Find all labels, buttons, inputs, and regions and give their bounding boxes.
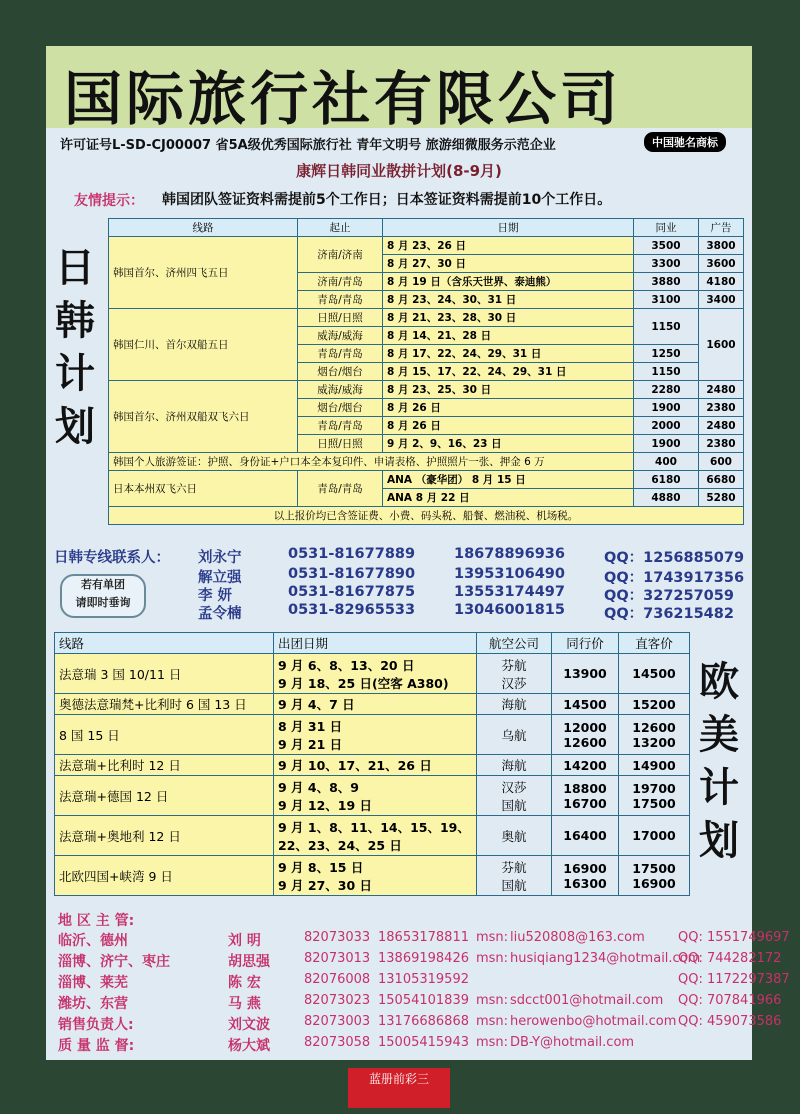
airline-cell	[477, 856, 552, 896]
route-cell	[55, 816, 274, 856]
ad-price-cell: 3600	[699, 255, 744, 273]
region-area: 质 量 监 督:	[58, 1038, 135, 1054]
contact-name: 刘永宁	[198, 550, 242, 566]
ad-price-cell: 600	[699, 453, 744, 471]
peer-price-cell-line: 14200	[563, 757, 607, 773]
side-char: 计	[55, 351, 95, 397]
price-cell: 3880	[634, 273, 699, 291]
peer-price-cell-line: 13900	[563, 666, 607, 681]
column-header: 出团日期	[274, 633, 477, 654]
date-cell: 8 月 23、25、30 日	[383, 381, 634, 399]
date-cell-line: 9 月 4、8、9	[278, 779, 359, 795]
route-cell: 日本本州双飞六日	[109, 471, 298, 507]
region-name: 刘 明	[228, 933, 261, 949]
retail-price-cell-line: 16900	[632, 875, 676, 891]
column-header: 广告	[699, 219, 744, 237]
route-cell-line: 法意瑞+奥地利 12 日	[59, 828, 181, 844]
region-msn-label: msn:	[476, 993, 509, 1008]
column-header: 线路	[109, 219, 298, 237]
retail-price-cell-line: 12600	[632, 719, 676, 735]
table-row	[55, 694, 690, 715]
city-cell: 青岛/青岛	[298, 417, 383, 435]
airline-cell-line: 芬航	[501, 859, 527, 875]
europe-side-label	[696, 656, 742, 868]
region-qq: QQ: 459073586	[678, 1014, 782, 1029]
date-cell: 8 月 21、23、28、30 日	[383, 309, 634, 327]
peer-price-cell-line: 12000	[563, 719, 607, 735]
airline-cell-line: 乌航	[501, 727, 527, 743]
ad-price-cell: 5280	[699, 489, 744, 507]
peer-price-cell-line: 12600	[563, 734, 607, 750]
price-cell: 1150	[634, 363, 699, 381]
route-cell	[55, 776, 274, 816]
route-cell-line: 法意瑞 3 国 10/11 日	[59, 666, 182, 682]
korea-side-label	[52, 242, 98, 454]
retail-price-cell	[619, 856, 690, 896]
table-header-row	[109, 219, 744, 237]
contact-tel: 0531-81677875	[288, 584, 416, 600]
note-line: 若有单团	[81, 578, 125, 591]
date-cell: 9 月 2、9、16、23 日	[383, 435, 634, 453]
table-row	[109, 237, 744, 255]
retail-price-cell-line: 17000	[632, 828, 676, 843]
peer-price-cell-line: 16700	[563, 795, 607, 811]
price-cell: 2000	[634, 417, 699, 435]
route-cell	[55, 694, 274, 715]
route-cell	[55, 755, 274, 776]
ad-price-cell: 2480	[699, 381, 744, 399]
route-cell	[55, 654, 274, 694]
price-cell: 3100	[634, 291, 699, 309]
retail-price-cell-line: 14500	[632, 666, 676, 681]
price-cell: 3500	[634, 237, 699, 255]
region-tel: 82073003	[304, 1014, 371, 1029]
visa-note-cell: 韩国个人旅游签证：护照、身份证+户口本全本复印件、申请表格、护照照片一张、押金 6 万	[109, 453, 634, 471]
price-cell: 1250	[634, 345, 699, 363]
date-cell	[274, 755, 477, 776]
peer-price-cell-line: 14500	[563, 696, 607, 712]
side-char: 日	[55, 245, 95, 291]
side-char: 美	[699, 712, 739, 758]
region-label: 地 区 主 管:	[58, 913, 135, 929]
region-area: 淄博、济宁、枣庄	[58, 954, 170, 970]
table-row	[55, 654, 690, 694]
route-cell: 韩国首尔、济州双船双飞六日	[109, 381, 298, 453]
table-row	[55, 715, 690, 755]
page-footer-tab: 蓝册前彩三	[348, 1068, 450, 1108]
peer-price-cell	[552, 776, 619, 816]
region-mobile: 13105319592	[378, 972, 469, 987]
city-cell: 青岛/青岛	[298, 471, 383, 507]
date-cell	[274, 654, 477, 694]
peer-price-cell	[552, 816, 619, 856]
region-tel: 82073033	[304, 930, 371, 945]
region-msn: husiqiang1234@hotmail.com	[510, 951, 701, 966]
date-cell: 8 月 27、30 日	[383, 255, 634, 273]
city-cell: 青岛/青岛	[298, 345, 383, 363]
region-name: 杨大斌	[228, 1038, 270, 1054]
side-char: 韩	[55, 298, 95, 344]
price-cell: 1900	[634, 435, 699, 453]
europe-price-table	[54, 632, 690, 896]
date-cell-line: 9 月 6、8、13、20 日	[278, 657, 415, 673]
airline-cell	[477, 776, 552, 816]
region-tel: 82076008	[304, 972, 371, 987]
table-row	[109, 309, 744, 327]
peer-price-cell-line: 16900	[563, 860, 607, 876]
brochure-page	[46, 46, 790, 1060]
date-cell	[274, 856, 477, 896]
company-title: 国际旅行社有限公司	[64, 65, 623, 133]
date-cell: ANA （豪华团） 8 月 15 日	[383, 471, 634, 489]
price-cell: 3300	[634, 255, 699, 273]
region-tel: 82073023	[304, 993, 371, 1008]
airline-cell	[477, 755, 552, 776]
contact-name: 解立强	[198, 570, 242, 586]
date-cell-line: 9 月 4、7 日	[278, 697, 355, 712]
airline-cell-line: 国航	[501, 877, 527, 893]
retail-price-cell	[619, 694, 690, 715]
date-cell-line: 9 月 10、17、21、26 日	[278, 758, 432, 773]
date-cell: 8 月 15、17、22、24、29、31 日	[383, 363, 634, 381]
region-area: 淄博、莱芜	[58, 975, 128, 991]
route-cell	[55, 715, 274, 755]
city-cell: 威海/威海	[298, 381, 383, 399]
date-cell-line: 22、23、24、25 日	[278, 837, 402, 853]
city-cell: 日照/日照	[298, 309, 383, 327]
city-cell: 烟台/烟台	[298, 363, 383, 381]
retail-price-cell-line: 17500	[632, 860, 676, 876]
tip-text: 韩国团队签证资料需提前5个工作日；日本签证资料需提前10个工作日。	[162, 192, 612, 208]
region-tel: 82073058	[304, 1035, 371, 1050]
route-cell-line: 北欧四国+峡湾 9 日	[59, 868, 173, 884]
price-footnote: 以上报价均已含签证费、小费、码头税、船餐、燃油税、机场税。	[109, 507, 744, 525]
retail-price-cell-line: 14900	[632, 757, 676, 773]
airline-cell	[477, 715, 552, 755]
date-cell: 8 月 23、24、30、31 日	[383, 291, 634, 309]
airline-cell	[477, 816, 552, 856]
city-cell: 济南/济南	[298, 237, 383, 273]
peer-price-cell	[552, 715, 619, 755]
date-cell-line: 9 月 12、19 日	[278, 797, 373, 813]
region-name: 陈 宏	[228, 975, 261, 991]
region-mobile: 13176686868	[378, 1014, 469, 1029]
table-row	[55, 856, 690, 896]
column-header: 日期	[383, 219, 634, 237]
korea-price-table	[108, 218, 744, 525]
contact-mobile: 13953106490	[454, 566, 565, 582]
column-header: 同行价	[552, 633, 619, 654]
region-mobile: 13869198426	[378, 951, 469, 966]
retail-price-cell	[619, 755, 690, 776]
airline-cell	[477, 694, 552, 715]
contacts-label: 日韩专线联系人：	[54, 550, 170, 566]
ad-price-cell: 3800	[699, 237, 744, 255]
airline-cell-line: 奥航	[501, 828, 527, 844]
peer-price-cell	[552, 654, 619, 694]
city-cell: 青岛/青岛	[298, 291, 383, 309]
contact-qq: QQ：1256885079	[604, 550, 745, 566]
side-char: 划	[699, 818, 739, 864]
route-cell-line: 8 国 15 日	[59, 727, 120, 743]
trademark-badge: 中国驰名商标	[644, 132, 726, 152]
date-cell	[274, 816, 477, 856]
region-qq: QQ: 1551749697	[678, 930, 790, 945]
route-cell-line: 奥德法意瑞梵+比利时 6 国 13 日	[59, 697, 247, 712]
retail-price-cell-line: 15200	[632, 696, 676, 712]
city-cell: 威海/威海	[298, 327, 383, 345]
price-cell: 1150	[634, 309, 699, 345]
table-row	[109, 507, 744, 525]
column-header: 航空公司	[477, 633, 552, 654]
side-char: 计	[699, 765, 739, 811]
region-qq: QQ: 707841966	[678, 993, 782, 1008]
region-msn-label: msn:	[476, 1035, 509, 1050]
region-name: 刘文波	[228, 1017, 270, 1033]
peer-price-cell-line: 16400	[563, 828, 607, 843]
airline-cell-line: 国航	[501, 797, 527, 813]
region-msn: herowenbo@hotmail.com	[510, 1014, 677, 1029]
date-cell-line: 9 月 21 日	[278, 736, 343, 752]
region-mobile: 18653178811	[378, 930, 469, 945]
contact-name: 孟令楠	[198, 606, 242, 622]
note-line: 请即时垂询	[75, 596, 131, 609]
date-cell: 8 月 23、26 日	[383, 237, 634, 255]
ad-price-cell: 4180	[699, 273, 744, 291]
peer-price-cell-line: 18800	[563, 780, 607, 796]
city-cell: 烟台/烟台	[298, 399, 383, 417]
peer-price-cell	[552, 755, 619, 776]
airline-cell-line: 海航	[501, 758, 527, 773]
date-cell	[274, 694, 477, 715]
ad-price-cell: 6680	[699, 471, 744, 489]
contact-name: 李 妍	[198, 588, 233, 604]
contact-tel: 0531-81677889	[288, 546, 416, 562]
column-header: 线路	[55, 633, 274, 654]
contact-mobile: 13553174497	[454, 584, 565, 600]
ad-price-cell: 2380	[699, 435, 744, 453]
peer-price-cell	[552, 856, 619, 896]
date-cell: 8 月 19 日（含乐天世界、泰迪熊）	[383, 273, 634, 291]
ad-price-cell: 1600	[699, 309, 744, 381]
region-msn: sdcct001@hotmail.com	[510, 993, 664, 1008]
column-header: 起止	[298, 219, 383, 237]
region-area: 临沂、德州	[58, 933, 128, 949]
side-char: 划	[55, 404, 95, 450]
date-cell-line: 9 月 27、30 日	[278, 877, 373, 893]
region-msn-label: msn:	[476, 951, 509, 966]
city-cell: 济南/青岛	[298, 273, 383, 291]
side-char: 欧	[699, 659, 739, 705]
header-banner	[46, 46, 752, 133]
date-cell-line: 8 月 31 日	[278, 718, 343, 734]
retail-price-cell	[619, 654, 690, 694]
airline-cell-line: 芬航	[501, 657, 527, 673]
contact-mobile: 18678896936	[454, 546, 565, 562]
region-mobile: 15054101839	[378, 993, 469, 1008]
table-row	[109, 453, 744, 471]
region-mobile: 15005415943	[378, 1035, 469, 1050]
route-cell-line: 法意瑞+德国 12 日	[59, 788, 169, 804]
contact-tel: 0531-82965533	[288, 602, 416, 618]
route-cell-line: 法意瑞+比利时 12 日	[59, 758, 181, 773]
tip-label: 友情提示：	[74, 193, 144, 209]
airline-cell-line: 汉莎	[501, 779, 527, 795]
airline-cell	[477, 654, 552, 694]
date-cell-line: 9 月 18、25 日(空客 A380)	[278, 675, 449, 691]
date-cell: 8 月 14、21、28 日	[383, 327, 634, 345]
retail-price-cell-line: 17500	[632, 795, 676, 811]
region-name: 马 燕	[228, 996, 261, 1012]
date-cell	[274, 715, 477, 755]
retail-price-cell	[619, 715, 690, 755]
table-row	[109, 381, 744, 399]
region-area: 销售负责人:	[58, 1017, 134, 1033]
region-msn: DB-Y@hotmail.com	[510, 1035, 635, 1050]
date-cell: ANA 8 月 22 日	[383, 489, 634, 507]
date-cell: 8 月 17、22、24、29、31 日	[383, 345, 634, 363]
retail-price-cell	[619, 776, 690, 816]
region-msn-label: msn:	[476, 1014, 509, 1029]
date-cell-line: 9 月 8、15 日	[278, 859, 364, 875]
license-line: 许可证号L-SD-CJ00007 省5A级优秀国际旅行社 青年文明号 旅游细微服务示范企业	[60, 138, 556, 153]
retail-price-cell-line: 13200	[632, 734, 676, 750]
contact-qq: QQ：736215482	[604, 606, 734, 622]
group-inquiry-note	[60, 574, 146, 618]
peer-price-cell-line: 16300	[563, 875, 607, 891]
ad-price-cell: 3400	[699, 291, 744, 309]
korea-plan-title: 康辉日韩同业散拼计划(8-9月)	[296, 162, 502, 180]
contact-mobile: 13046001815	[454, 602, 565, 618]
column-header: 同业	[634, 219, 699, 237]
date-cell	[274, 776, 477, 816]
region-area: 潍坊、东营	[58, 996, 128, 1012]
contact-qq: QQ：1743917356	[604, 570, 745, 586]
region-qq: QQ: 1172297387	[678, 972, 790, 987]
price-cell: 1900	[634, 399, 699, 417]
table-row	[55, 816, 690, 856]
table-row	[55, 755, 690, 776]
region-msn: liu520808@163.com	[510, 930, 645, 945]
region-msn-label: msn:	[476, 930, 509, 945]
price-cell: 2280	[634, 381, 699, 399]
date-cell: 8 月 26 日	[383, 399, 634, 417]
region-tel: 82073013	[304, 951, 371, 966]
contact-qq: QQ：327257059	[604, 588, 734, 604]
airline-cell-line: 海航	[501, 697, 527, 712]
date-cell-line: 9 月 1、8、11、14、15、19、	[278, 819, 470, 835]
table-row	[55, 776, 690, 816]
retail-price-cell	[619, 816, 690, 856]
route-cell: 韩国仁川、首尔双船五日	[109, 309, 298, 381]
ad-price-cell: 2480	[699, 417, 744, 435]
region-qq: QQ: 744282172	[678, 951, 782, 966]
date-cell: 8 月 26 日	[383, 417, 634, 435]
price-cell: 6180	[634, 471, 699, 489]
ad-price-cell: 2380	[699, 399, 744, 417]
price-cell: 4880	[634, 489, 699, 507]
price-cell: 400	[634, 453, 699, 471]
table-row	[109, 471, 744, 489]
route-cell	[55, 856, 274, 896]
city-cell: 日照/日照	[298, 435, 383, 453]
contact-tel: 0531-81677890	[288, 566, 416, 582]
region-name: 胡思强	[228, 954, 270, 970]
retail-price-cell-line: 19700	[632, 780, 676, 796]
route-cell: 韩国首尔、济州四飞五日	[109, 237, 298, 309]
peer-price-cell	[552, 694, 619, 715]
column-header: 直客价	[619, 633, 690, 654]
table-header-row	[55, 633, 690, 654]
airline-cell-line: 汉莎	[501, 675, 527, 691]
